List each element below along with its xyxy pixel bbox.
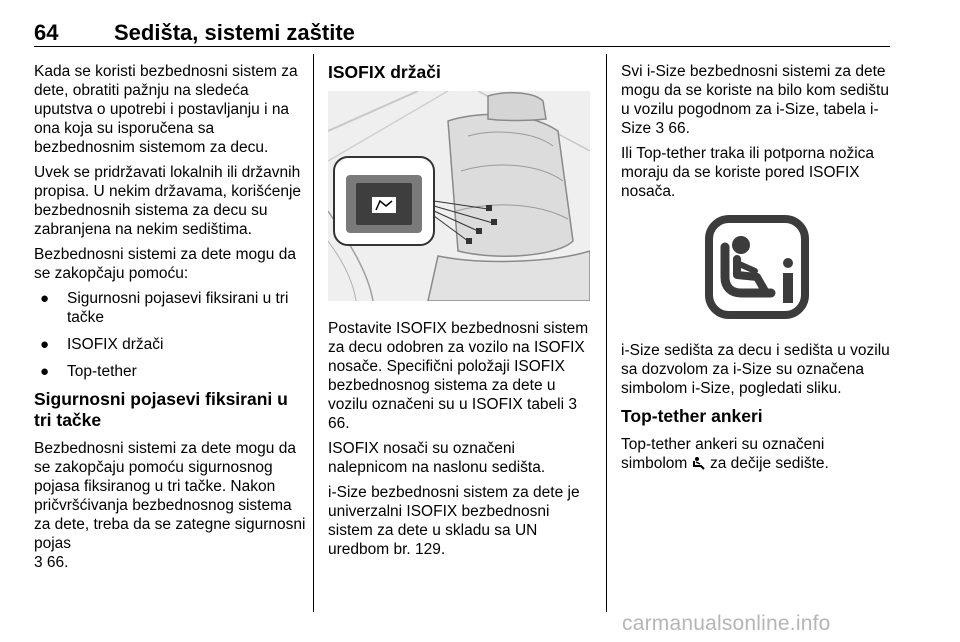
section-heading-top-tether: Top-tether ankeri xyxy=(621,406,763,426)
isize-usage-paragraph: Svi i-Size bezbednosni sistemi za dete mogu da se koriste na bilo kom sedištu u vozilu pogodnom za i-Size, tabela i-Size 3 66. xyxy=(621,63,889,137)
watermark: carmanualsonline.info xyxy=(622,612,831,635)
list-item: ● Top-tether xyxy=(40,363,137,380)
isize-description-paragraph: i-Size bezbednosni sistem za dete je univerzalni ISOFIX bezbednosni sistem za dete u skladu sa UN uredbom br. 129. xyxy=(328,484,580,558)
isize-marking-paragraph: i-Size sedišta za decu i sedišta u vozilu sa dozvolom za i-Size su označena simbolom i-Size, pogledati sliku. xyxy=(621,342,890,397)
list-item: ● ISOFIX držači xyxy=(40,336,164,353)
section-heading-isofix: ISOFIX držači xyxy=(328,62,441,82)
fastening-paragraph: Bezbednosni sistemi za dete mogu da se zakopčaju pomoću: xyxy=(34,246,296,282)
page-number: 64 xyxy=(34,20,59,45)
top-tether-requirement-paragraph: Ili Top-tether traka ili potporna nožica moraju da se koriste pored ISOFIX nosača. xyxy=(621,145,875,200)
page-title: Sedišta, sistemi zaštite xyxy=(114,20,355,45)
intro-paragraph: Kada se koristi bezbednosni sistem za dete, obratiti pažnju na sledeća uputstva o upotrebi i postavljanju i na ona koja su isporučena sa bezbednosnim sistemom za decu. xyxy=(34,63,298,156)
isofix-install-paragraph: Postavite ISOFIX bezbednosni sistem za decu odobren za vozilo na ISOFIX nosače. Specifični položaji ISOFIX bezbednosnog sistema za dete u vozilu označeni su u ISOFIX tabeli 3 66. xyxy=(328,320,589,432)
regulations-paragraph: Uvek se pridržavati lokalnih ili državnih propisa. U nekim državama, korišćenje bezbednosnih sistema za decu su zabranjena na nekim sedištima. xyxy=(34,164,302,238)
child-seat-icon xyxy=(692,455,706,472)
bullet-icon: ● xyxy=(40,363,50,380)
list-item: ● Sigurnosni pojasevi fiksirani u tri tačke xyxy=(40,290,289,326)
bullet-icon: ● xyxy=(40,336,50,353)
column-3 xyxy=(621,62,893,479)
page-reference-link[interactable]: 3 66. xyxy=(34,554,69,571)
fastening-methods-list xyxy=(34,289,306,381)
three-point-belt-paragraph: Bezbednosni sistemi za dete mogu da se zakopčaju pomoću sigurnosnog pojasa fiksiranog u tri tačke. Nakon pričvršćivanja bezbednosnog sistema za dete, treba da se zategne sigurnosni pojas 3 66. xyxy=(34,440,306,571)
page-header xyxy=(34,0,890,46)
i-size-child-seat-icon xyxy=(621,215,893,325)
column-2 xyxy=(328,62,598,565)
column-divider-2 xyxy=(606,54,607,612)
header-rule xyxy=(34,46,890,47)
page-reference-link[interactable]: 3 66. xyxy=(328,396,578,432)
isofix-label-paragraph: ISOFIX nosači su označeni nalepnicom na naslonu sedišta. xyxy=(328,440,546,476)
page-reference-link[interactable]: 3 66. xyxy=(655,120,690,137)
section-heading-three-point-belt: Sigurnosni pojasevi fiksirani u tri tačke xyxy=(34,389,288,430)
top-tether-anchors-paragraph: Top-tether ankeri su označeni simbolom za dečije sedište. xyxy=(621,436,829,472)
column-divider-1 xyxy=(313,54,314,612)
column-1 xyxy=(34,62,306,578)
bullet-icon: ● xyxy=(40,290,50,307)
isofix-seat-illustration xyxy=(328,91,590,301)
